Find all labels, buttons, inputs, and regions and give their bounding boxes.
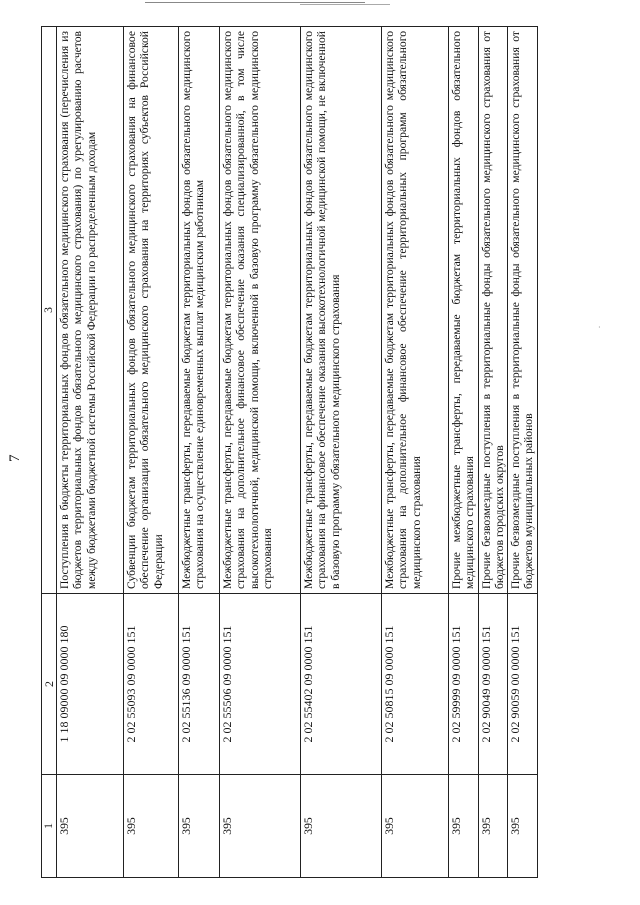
table-row	[449, 27, 479, 878]
table-row	[301, 27, 382, 878]
table-row	[478, 27, 508, 878]
revenue-name-cell: Межбюджетные трансферты, передаваемые бюджетам территориальных фондов обязательного медицинского страхования на дополнительное финансовое обеспечение территориальных программ обязательного медицинского страхования	[382, 27, 449, 594]
revenue-name-cell: Межбюджетные трансферты, передаваемые бюджетам территориальных фондов обязательного медицинского страхования на осуществление единовременных выплат медицинским работникам	[179, 27, 220, 594]
admin-code-cell: 395	[220, 775, 301, 878]
header-col2: 2	[42, 594, 57, 775]
kbk-code-cell: 2 02 55093 09 0000 151	[124, 594, 179, 775]
revenue-name-cell: Субвенции бюджетам территориальных фондов обязательного медицинского страхования на финансовое обеспечение организации обязательного медицинского страхования на территориях субъектов Российской Федерации	[124, 27, 179, 594]
admin-code-cell: 395	[301, 775, 382, 878]
admin-code-cell: 395	[382, 775, 449, 878]
kbk-code-cell: 2 02 90049 09 0000 151	[478, 594, 508, 775]
table-row	[220, 27, 301, 878]
table-row	[124, 27, 179, 878]
header-col1: 1	[42, 775, 57, 878]
table-row	[508, 27, 538, 878]
table-row	[382, 27, 449, 878]
kbk-code-cell: 2 02 59999 09 0000 151	[449, 594, 479, 775]
kbk-code-cell: 2 02 55402 09 0000 151	[301, 594, 382, 775]
revenue-codes-table	[41, 26, 538, 878]
admin-code-cell: 395	[478, 775, 508, 878]
scan-artifact-mark: ·	[598, 323, 601, 332]
header-col3: 3	[42, 27, 57, 594]
kbk-code-cell: 2 02 90059 00 0000 151	[508, 594, 538, 775]
admin-code-cell: 395	[57, 775, 124, 878]
revenue-name-cell: Прочие безвозмездные поступления в территориальные фонды обязательного медицинского страхования от бюджетов городских округов	[478, 27, 508, 594]
admin-code-cell: 395	[124, 775, 179, 878]
admin-code-cell: 395	[179, 775, 220, 878]
admin-code-cell: 395	[508, 775, 538, 878]
kbk-code-cell: 2 02 55506 09 0000 151	[220, 594, 301, 775]
revenue-name-cell: Межбюджетные трансферты, передаваемые бюджетам территориальных фондов обязательного медицинского страхования на финансовое обеспечение оказания высокотехнологичной медицинской помощи, не включенной в базовую программу обязательного медицинского страхования	[301, 27, 382, 594]
revenue-name-cell: Прочие межбюджетные трансферты, передаваемые бюджетам территориальных фондов обязательного медицинского страхования	[449, 27, 479, 594]
table-row	[57, 27, 124, 878]
kbk-code-cell: 2 02 50815 09 0000 151	[382, 594, 449, 775]
kbk-code-cell: 1 18 09000 09 0000 180	[57, 594, 124, 775]
revenue-name-cell: Прочие безвозмездные поступления в территориальные фонды обязательного медицинского страхования от бюджетов муниципальных районов	[508, 27, 538, 594]
kbk-code-cell: 2 02 55136 09 0000 151	[179, 594, 220, 775]
table-header-row	[42, 27, 57, 878]
revenue-name-cell: Поступления в бюджеты территориальных фондов обязательного медицинского страхования (перечисления из бюджетов территориальных фондов обязательного медицинского страхования) по урегулированию расчетов между бюджетами бюджетной системы Российской Федерации по распределенным доходам	[57, 27, 124, 594]
revenue-name-cell: Межбюджетные трансферты, передаваемые бюджетам территориальных фондов обязательного медицинского страхования на дополнительное финансовое обеспечение оказания специализированной, в том числе высокотехнологичной, медицинской помощи, включенной в базовую программу обязательного медицинского страхования	[220, 27, 301, 594]
admin-code-cell: 395	[449, 775, 479, 878]
page-number: 7	[7, 454, 23, 462]
table-row	[179, 27, 220, 878]
